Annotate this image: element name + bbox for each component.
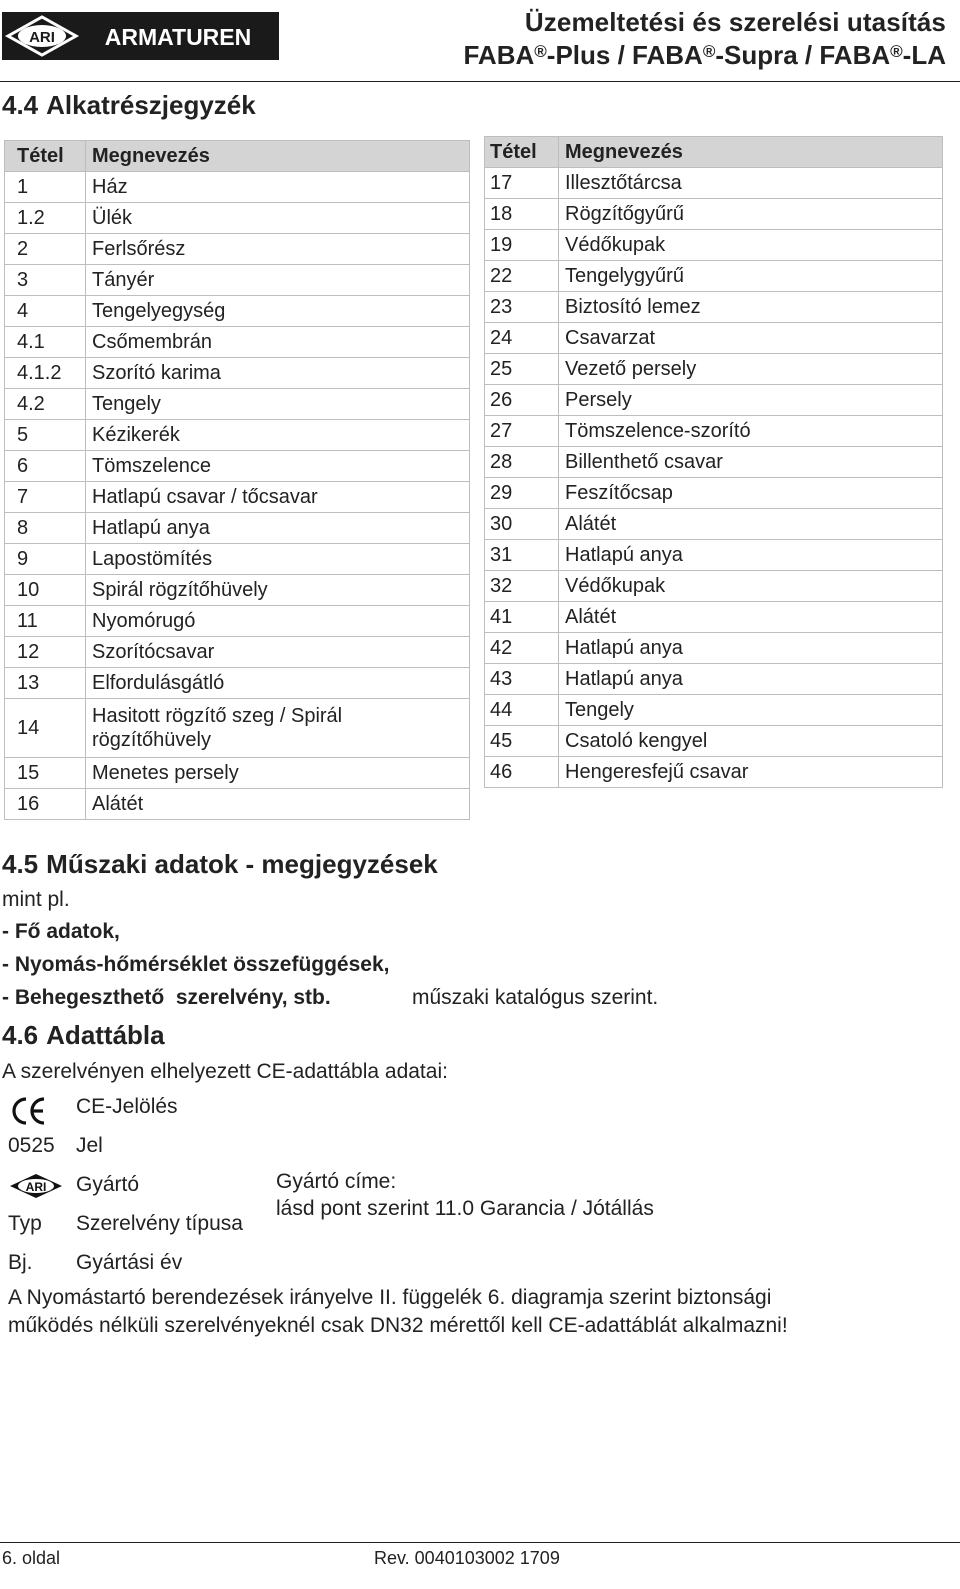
section-heading-parts (2, 90, 256, 121)
table-row (5, 327, 470, 358)
section-title: Adattábla (46, 1020, 165, 1050)
part-position: 1 (5, 172, 86, 203)
ari-armaturen-logo (2, 12, 279, 60)
part-position: 10 (5, 575, 86, 606)
section-heading-tech (2, 849, 438, 880)
part-name: Billenthető csavar (559, 447, 943, 478)
table-row (5, 637, 470, 668)
table-row (485, 292, 943, 323)
logo-mark: ARI (29, 29, 55, 46)
section-number: 4.5 (2, 849, 39, 879)
section-heading-plate (2, 1020, 165, 1051)
part-name: Hengeresfejű csavar (559, 757, 943, 788)
table-row (5, 789, 470, 820)
tech-reference: műszaki katalógus szerint. (412, 986, 659, 1009)
table-row (485, 447, 943, 478)
part-name: Hatlapú anya (86, 513, 470, 544)
table-row (5, 575, 470, 606)
part-position: 11 (5, 606, 86, 637)
part-position: 29 (485, 478, 559, 509)
footer-page: 6. oldal (2, 1548, 61, 1568)
part-name: Védőkupak (559, 571, 943, 602)
part-position: 14 (5, 699, 86, 758)
part-position: 28 (485, 447, 559, 478)
part-position: 6 (5, 451, 86, 482)
table-row (485, 695, 943, 726)
part-name: Menetes persely (86, 758, 470, 789)
part-position: 44 (485, 695, 559, 726)
part-name: Ülék (86, 203, 470, 234)
part-position: 22 (485, 261, 559, 292)
part-name: Lapostömítés (86, 544, 470, 575)
tech-item-2: - Nyomás-hőmérséklet összefüggések, (2, 953, 390, 976)
part-position: 43 (485, 664, 559, 695)
part-name: Nyomórugó (86, 606, 470, 637)
part-name: Kézikerék (86, 420, 470, 451)
part-position: 30 (485, 509, 559, 540)
part-position: 15 (5, 758, 86, 789)
part-position: 19 (485, 230, 559, 261)
product-3: -Supra / FABA (715, 40, 891, 70)
part-position: 27 (485, 416, 559, 447)
part-name-line: rögzítőhüvely (92, 729, 211, 751)
part-name: Spirál rögzítőhüvely (86, 575, 470, 606)
part-name: Csatoló kengyel (559, 726, 943, 757)
ari-small-mark: ARI (25, 1180, 47, 1194)
parts-table-left-body (5, 172, 470, 820)
table-row (485, 633, 943, 664)
part-position: 18 (485, 199, 559, 230)
table-row (485, 478, 943, 509)
table-row (5, 451, 470, 482)
part-name: Tengelygyűrű (559, 261, 943, 292)
parts-table-right-body (485, 168, 943, 788)
table-row (5, 699, 470, 758)
part-position: 32 (485, 571, 559, 602)
part-name: Csőmembrán (86, 327, 470, 358)
table-row (5, 606, 470, 637)
table-row (485, 168, 943, 199)
tech-intro: mint pl. (2, 888, 70, 911)
part-name: Tengely (559, 695, 943, 726)
table-row (5, 668, 470, 699)
part-name: Tömszelence (86, 451, 470, 482)
table-row (5, 265, 470, 296)
part-name: Alátét (559, 602, 943, 633)
maker-address-title: Gyártó címe: (276, 1170, 397, 1193)
table-row (5, 420, 470, 451)
part-name: Hatlapú anya (559, 664, 943, 695)
part-name: Alátét (559, 509, 943, 540)
table-row (5, 172, 470, 203)
part-name: Rögzítőgyűrű (559, 199, 943, 230)
table-row (5, 358, 470, 389)
part-name: Alátét (86, 789, 470, 820)
part-name: Ferlsőrész (86, 234, 470, 265)
table-header-row (5, 141, 470, 172)
part-position: 31 (485, 540, 559, 571)
product-1: FABA (463, 40, 535, 70)
footer-divider (0, 1542, 960, 1543)
part-position: 12 (5, 637, 86, 668)
part-name: Tányér (86, 265, 470, 296)
column-header-name: Megnevezés (559, 137, 943, 168)
part-position: 41 (485, 602, 559, 633)
tech-item-1: - Fő adatok, (2, 920, 120, 943)
column-header-pos: Tétel (5, 141, 86, 172)
part-position: 46 (485, 757, 559, 788)
table-row (5, 758, 470, 789)
table-row (485, 261, 943, 292)
table-row (485, 757, 943, 788)
plate-typ: Typ (8, 1212, 42, 1235)
part-name: Elfordulásgátló (86, 668, 470, 699)
part-position: 5 (5, 420, 86, 451)
reg-mark-3: ® (890, 42, 903, 61)
part-name: Tömszelence-szorító (559, 416, 943, 447)
part-position: 17 (485, 168, 559, 199)
part-position: 42 (485, 633, 559, 664)
part-name (86, 699, 470, 758)
part-position: 8 (5, 513, 86, 544)
plate-bj-label: Gyártási év (76, 1251, 183, 1274)
table-row (5, 296, 470, 327)
table-row (5, 389, 470, 420)
table-row (5, 482, 470, 513)
part-name: Hatlapú anya (559, 633, 943, 664)
product-2: -Plus / FABA (546, 40, 703, 70)
section-number: 4.4 (2, 90, 39, 120)
part-position: 3 (5, 265, 86, 296)
part-position: 4.2 (5, 389, 86, 420)
header-divider (0, 81, 960, 82)
part-position: 9 (5, 544, 86, 575)
table-row (5, 203, 470, 234)
part-position: 4.1.2 (5, 358, 86, 389)
plate-typ-label: Szerelvény típusa (76, 1212, 243, 1235)
table-row (485, 385, 943, 416)
part-name: Védőkupak (559, 230, 943, 261)
maker-label: Gyártó (76, 1173, 140, 1196)
part-name: Tengely (86, 389, 470, 420)
table-row (485, 354, 943, 385)
document-title (463, 6, 946, 72)
part-position: 4 (5, 296, 86, 327)
table-row (485, 726, 943, 757)
ari-logo-icon (8, 1172, 64, 1200)
table-row (485, 230, 943, 261)
part-name: Hatlapú csavar / tőcsavar (86, 482, 470, 513)
maker-address-ref: lásd pont szerint 11.0 Garancia / Jótállás (276, 1197, 654, 1220)
part-position: 25 (485, 354, 559, 385)
table-row (485, 509, 943, 540)
part-name: Tengelyegység (86, 296, 470, 327)
ce-mark-icon (10, 1095, 46, 1127)
reg-mark-1: ® (534, 42, 547, 61)
section-title: Műszaki adatok - megjegyzések (46, 849, 438, 879)
part-name-line: Hasitott rögzítő szeg / Spirál (92, 705, 343, 727)
table-row (485, 416, 943, 447)
part-name: Biztosító lemez (559, 292, 943, 323)
part-position: 2 (5, 234, 86, 265)
plate-code-label: Jel (76, 1134, 103, 1157)
title-line-1: Üzemeltetési és szerelési utasítás (524, 7, 946, 37)
column-header-pos: Tétel (485, 137, 559, 168)
plate-bj: Bj. (8, 1251, 33, 1274)
table-row (485, 323, 943, 354)
part-name: Szorítócsavar (86, 637, 470, 668)
part-position: 13 (5, 668, 86, 699)
plate-note-line-2: működés nélküli szerelvényeknél csak DN32 mérettől kell CE-adattáblát alkalmazni! (8, 1314, 788, 1337)
ce-label: CE-Jelölés (76, 1095, 178, 1118)
column-header-name: Megnevezés (86, 141, 470, 172)
table-row (485, 540, 943, 571)
part-position: 23 (485, 292, 559, 323)
plate-intro: A szerelvényen elhelyezett CE-adattábla adatai: (2, 1060, 448, 1083)
part-name: Feszítőcsap (559, 478, 943, 509)
tech-item-3: - Behegeszthető szerelvény, stb. (2, 986, 331, 1009)
part-name: Ház (86, 172, 470, 203)
table-row (485, 664, 943, 695)
logo-text: ARMATUREN (104, 24, 252, 50)
reg-mark-2: ® (702, 42, 716, 61)
table-row (5, 234, 470, 265)
part-position: 1.2 (5, 203, 86, 234)
part-name: Illesztőtárcsa (559, 168, 943, 199)
part-position: 26 (485, 385, 559, 416)
table-header-row (485, 137, 943, 168)
part-name: Vezető persely (559, 354, 943, 385)
table-row (485, 602, 943, 633)
table-row (5, 544, 470, 575)
part-name: Persely (559, 385, 943, 416)
title-line-2 (463, 39, 946, 72)
plate-code: 0525 (8, 1134, 55, 1157)
table-row (485, 571, 943, 602)
section-number: 4.6 (2, 1020, 39, 1050)
parts-table-right (484, 136, 943, 788)
part-position: 7 (5, 482, 86, 513)
footer-revision: Rev. 0040103002 1709 (374, 1548, 560, 1568)
table-row (5, 513, 470, 544)
section-title: Alkatrészjegyzék (46, 90, 256, 120)
part-position: 4.1 (5, 327, 86, 358)
plate-note-line-1: A Nyomástartó berendezések irányelve II. függelék 6. diagramja szerint biztonsági (8, 1286, 772, 1309)
table-row (485, 199, 943, 230)
part-position: 24 (485, 323, 559, 354)
parts-table-left (4, 140, 470, 820)
part-name: Csavarzat (559, 323, 943, 354)
part-name: Szorító karima (86, 358, 470, 389)
part-position: 45 (485, 726, 559, 757)
part-name: Hatlapú anya (559, 540, 943, 571)
part-position: 16 (5, 789, 86, 820)
product-4: -LA (902, 40, 946, 70)
